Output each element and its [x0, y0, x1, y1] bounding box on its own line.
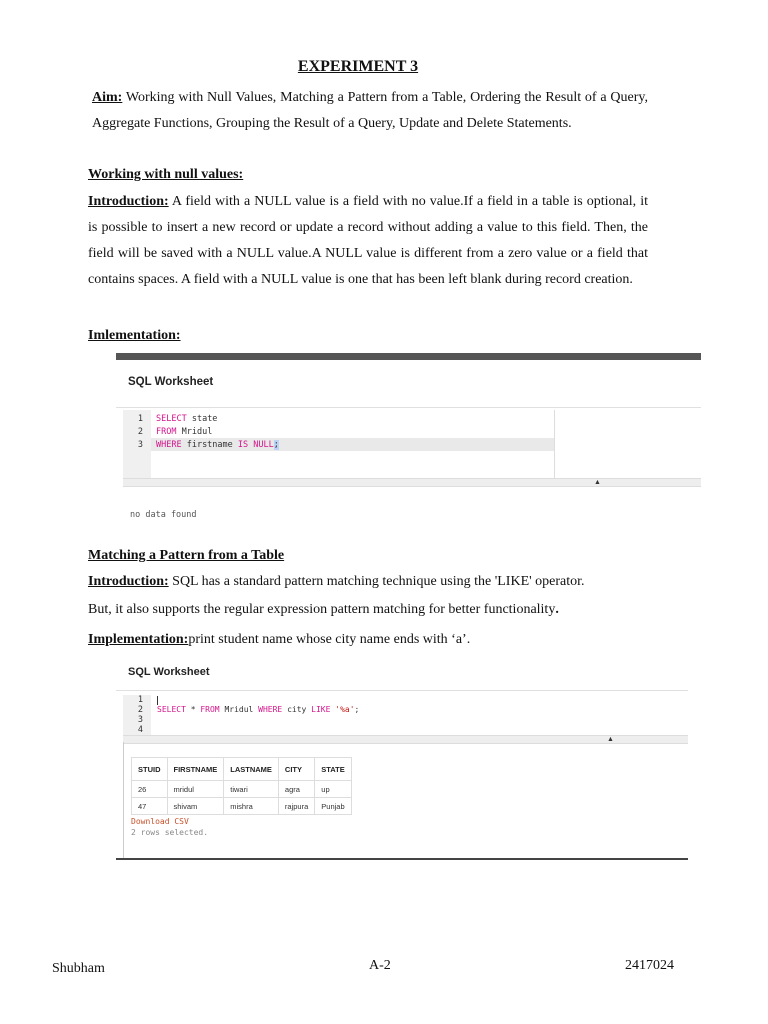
text-cursor — [157, 696, 158, 705]
code-line: FROM Mridul — [156, 427, 213, 437]
pattern-intro-label: Introduction: — [88, 574, 169, 589]
worksheet-bottom-border — [116, 858, 688, 860]
download-csv-link[interactable]: Download CSV — [131, 817, 189, 826]
table-cell: mridul — [167, 781, 224, 798]
table-cell: rajpura — [278, 798, 314, 815]
null-intro-text: A field with a NULL value is a field with no value.If a field in a table is optional, it is possible to insert a new record or update a record without adding a value to this field. Then, the field will be saved with a NULL value.A NULL value is different from a zero value or a field that contains spaces. A field with a NULL value is one that has been left blank during record creation. — [88, 194, 648, 287]
pattern-impl-label: Implementation: — [88, 632, 189, 647]
table-cell: shivam — [167, 798, 224, 815]
table-cell: mishra — [224, 798, 279, 815]
line-number: 3 — [137, 440, 143, 450]
line-number: 2 — [137, 705, 143, 715]
editor-divider — [554, 410, 555, 478]
query-result-message: no data found — [130, 510, 197, 520]
table-cell: 26 — [132, 781, 168, 798]
line-number: 1 — [137, 414, 143, 424]
pattern-intro-line-2: But, it also supports the regular expression pattern matching for better functionality. — [88, 602, 559, 617]
sql-worksheet-screenshot-2 — [116, 660, 688, 862]
null-implementation-label: Imlementation: — [88, 328, 181, 343]
sql-editor[interactable] — [123, 695, 688, 735]
results-table — [131, 757, 352, 815]
table-cell: tiwari — [224, 781, 279, 798]
line-number: 2 — [137, 427, 143, 437]
table-row — [132, 798, 352, 815]
divider — [116, 690, 688, 691]
result-left-border — [123, 742, 124, 858]
null-intro-paragraph — [88, 189, 648, 293]
code-line: SELECT state — [156, 414, 218, 424]
aim-text: Working with Null Values, Matching a Pattern from a Table, Ordering the Result of a Query, Aggregate Functions, Grouping the Result of a Query, Update and Delete Statements. — [92, 90, 648, 131]
column-header: LASTNAME — [224, 758, 279, 781]
footer-name: Shubham — [52, 961, 105, 976]
footer-page-number: A-2 — [369, 958, 391, 973]
worksheet-header: SQL Worksheet — [128, 666, 210, 678]
code-line: SELECT * FROM Mridul WHERE city LIKE '%a'; — [157, 705, 360, 714]
rows-selected-message: 2 rows selected. — [131, 828, 209, 837]
table-cell: agra — [278, 781, 314, 798]
collapse-arrow-icon[interactable]: ▲ — [607, 735, 614, 743]
footer-roll-number: 2417024 — [625, 958, 674, 973]
splitter-bar[interactable] — [123, 478, 701, 487]
null-intro-label: Introduction: — [88, 194, 169, 209]
table-header-row — [132, 758, 352, 781]
collapse-arrow-icon[interactable]: ▲ — [594, 478, 601, 486]
worksheet-header: SQL Worksheet — [128, 376, 214, 388]
code-line: WHERE firstname IS NULL; — [156, 440, 279, 450]
column-header: CITY — [278, 758, 314, 781]
splitter-bar[interactable] — [123, 735, 688, 744]
table-cell: 47 — [132, 798, 168, 815]
table-cell: Punjab — [315, 798, 351, 815]
table-cell: up — [315, 781, 351, 798]
column-header: STUID — [132, 758, 168, 781]
pattern-implementation-line: Implementation:print student name whose city name ends with ‘a’. — [88, 632, 471, 647]
worksheet-top-bar — [116, 353, 701, 360]
table-row — [132, 781, 352, 798]
divider — [116, 407, 701, 408]
page-title: EXPERIMENT 3 — [297, 58, 419, 75]
column-header: FIRSTNAME — [167, 758, 224, 781]
column-header: STATE — [315, 758, 351, 781]
sql-editor[interactable] — [123, 410, 701, 478]
sql-worksheet-screenshot-1 — [116, 353, 701, 528]
aim-paragraph — [92, 85, 648, 137]
line-number: 3 — [137, 715, 143, 725]
section-heading-pattern: Matching a Pattern from a Table — [88, 548, 285, 563]
line-number: 1 — [137, 695, 143, 705]
section-heading-null-values: Working with null values: — [88, 167, 244, 182]
pattern-intro-line-1: Introduction: SQL has a standard pattern matching technique using the 'LIKE' operator. — [88, 574, 585, 589]
line-number: 4 — [137, 725, 143, 735]
aim-label: Aim: — [92, 90, 123, 105]
